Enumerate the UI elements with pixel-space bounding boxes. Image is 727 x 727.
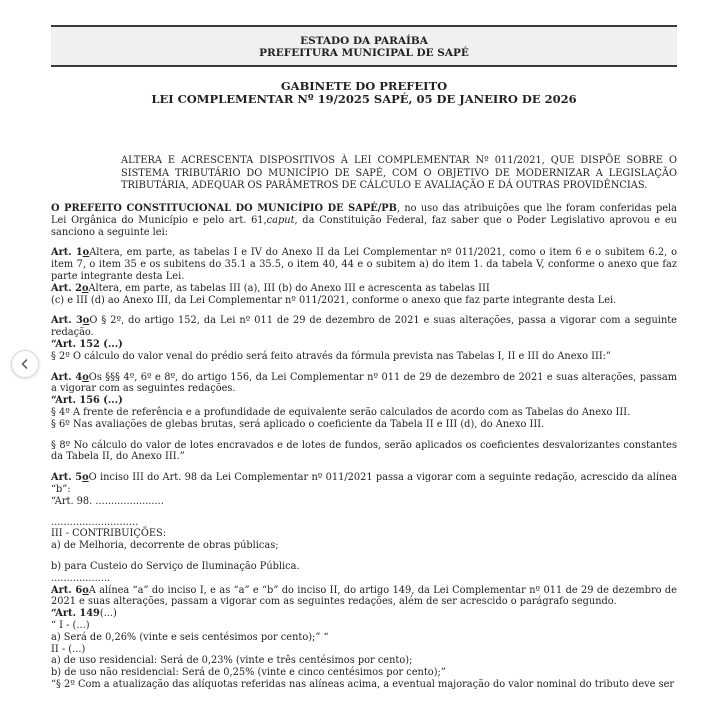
document-heading <box>51 80 677 106</box>
article-6-line-3: II - (...) <box>51 643 86 655</box>
law-title: LEI COMPLEMENTAR Nº 19/2025 SAPÉ, 05 DE JANEIRO DE 2026 <box>151 92 577 106</box>
article-2-cont: (c) e III (d) ao Anexo III, da Lei Complementar nº 011/2021, conforme o anexo que faz parte integrante desta Lei. <box>51 294 617 306</box>
article-5-dots-end: ................... <box>51 572 111 584</box>
chevron-left-icon <box>19 358 31 370</box>
article-6-line-4: a) de uso residencial: Será de 0,23% (vinte e três centésimos por cento); <box>51 655 413 667</box>
article-4-quote-head: “Art. 156 (...) <box>51 395 123 407</box>
article-6-line-2: a) Será de 0,26% (vinte e seis centésimos por cento);” “ <box>51 631 329 643</box>
article-4-p8: § 8º No cálculo do valor de lotes encravados e de lotes de fundos, serão aplicados os coeficientes desvalorizantes constantes da Tabela II, do Anexo III.” <box>51 439 677 463</box>
article-5-quote-head: “Art. 98. ...................... <box>51 495 164 507</box>
article-6-label: Art. 6 <box>51 584 83 596</box>
article-1: Art. 1oAltera, em parte, as tabelas I e IV do Anexo II da Lei Complementar nº 011/2021, como o item 6 e o subitem 6.2, o item 7, o item 35 e os subitens do 35.1 a 35.5, o item 40, 44 e o subitem a) do item 1. da tabela V, conforme o anexo que faz parte integrante desta Lei. <box>51 247 677 282</box>
article-4-p6: § 6º Nas avaliações de glebas brutas, será aplicado o coeficiente da Tabela II e III (d), do Anexo III. <box>51 418 545 430</box>
municipality-name: PREFEITURA MUNICIPAL DE SAPÉ <box>259 47 469 59</box>
article-3-quote-head: “Art. 152 (...) <box>51 338 123 350</box>
article-6-line-5: b) de uso não residencial: Será de 0,25% (vinte e cinco centésimos por cento);” <box>51 667 446 679</box>
preamble: O PREFEITO CONSTITUCIONAL DO MUNICÍPIO DE SAPÉ/PB, no uso das atribuições que lhe foram conferidas pela Lei Orgânica do Município e pelo art. 61,caput, da Constituição Federal, faz saber que o Poder Legislativo aprovou e eu sanciono a seguinte lei: <box>51 203 677 238</box>
article-6-line-6: “§ 2º Com a atualização das alíquotas referidas nas alíneas acima, a eventual majoração do valor nominal do tributo deve ser <box>51 678 675 690</box>
article-5-label: Art. 5 <box>51 472 83 484</box>
law-body <box>51 203 677 691</box>
article-4-p4: § 4º A frente de referência e a profundidade de equivalente serão calculados de acordo com as Tabelas do Anexo III. <box>51 406 631 418</box>
article-4: Art. 4oOs §§§ 4º, 6º e 8º, do artigo 156, da Lei Complementar nº 011 de 29 de dezembro de 2021 e suas alterações, passam a vigorar com as seguintes redações. <box>51 371 677 395</box>
article-6: Art. 6oA alínea “a” do inciso I, e as “a” e “b” do inciso II, do artigo 149, da Lei Complementar nº 011 de 29 de dezembro de 2021 e suas alterações, passam a vigorar com as seguintes redações, além de ser acrescido o parágrafo segundo. <box>51 584 677 608</box>
article-3: Art. 3oO § 2º, do artigo 152, da Lei nº 011 de 29 de dezembro de 2021 e suas alterações, passa a vigorar com a seguinte redação. <box>51 315 677 339</box>
article-6-quote-head: “Art. 149(...) <box>51 608 117 620</box>
office-title: GABINETE DO PREFEITO <box>280 79 448 93</box>
preamble-mayor: O PREFEITO CONSTITUCIONAL DO MUNICÍPIO DE SAPÉ/PB <box>51 203 397 214</box>
article-5: Art. 5oO inciso III do Art. 98 da Lei Complementar nº 011/2021 passa a vigorar com a seguinte redação, acrescido da alínea “b”: <box>51 472 677 495</box>
article-6-line-1: “ I - (...) <box>51 619 90 631</box>
article-1-label: Art. 1 <box>51 247 83 259</box>
previous-page-button[interactable] <box>11 350 39 378</box>
article-2: Art. 2oAltera, em parte, as tabelas III (a), III (b) do Anexo III e acrescenta as tabelas III <box>51 282 490 294</box>
state-name: ESTADO DA PARAÍBA <box>300 35 428 47</box>
ementa: ALTERA E ACRESCENTA DISPOSITIVOS À LEI COMPLEMENTAR Nº 011/2021, QUE DISPÕE SOBRE O SISTEMA TRIBUTÁRIO DO MUNICÍPIO DE SAPÉ, COM O OBJETIVO DE MODERNIZAR A LEGISLAÇÃO TRIBUTÁRIA, ADEQUAR OS PARÂMETROS DE CÁLCULO E AVALIAÇÃO E DÁ OUTRAS PROVIDÊNCIAS. <box>121 155 677 191</box>
article-5-item-b: b) para Custeio do Serviço de Iluminação Pública. <box>51 560 300 572</box>
letterhead-banner <box>51 25 677 67</box>
article-3-label: Art. 3 <box>51 315 83 327</box>
article-3-paragraph: § 2º O cálculo do valor venal do prédio será feito através da fórmula prevista nas Tabelas I, II e III do Anexo III:” <box>51 350 611 362</box>
article-2-label: Art. 2 <box>51 282 82 294</box>
article-4-label: Art. 4 <box>51 371 83 383</box>
article-5-item-a: a) de Melhoria, decorrente de obras públicas; <box>51 540 279 552</box>
article-5-dots: ............................ <box>51 516 139 528</box>
article-5-inciso: III - CONTRIBUIÇÕES: <box>51 528 167 540</box>
